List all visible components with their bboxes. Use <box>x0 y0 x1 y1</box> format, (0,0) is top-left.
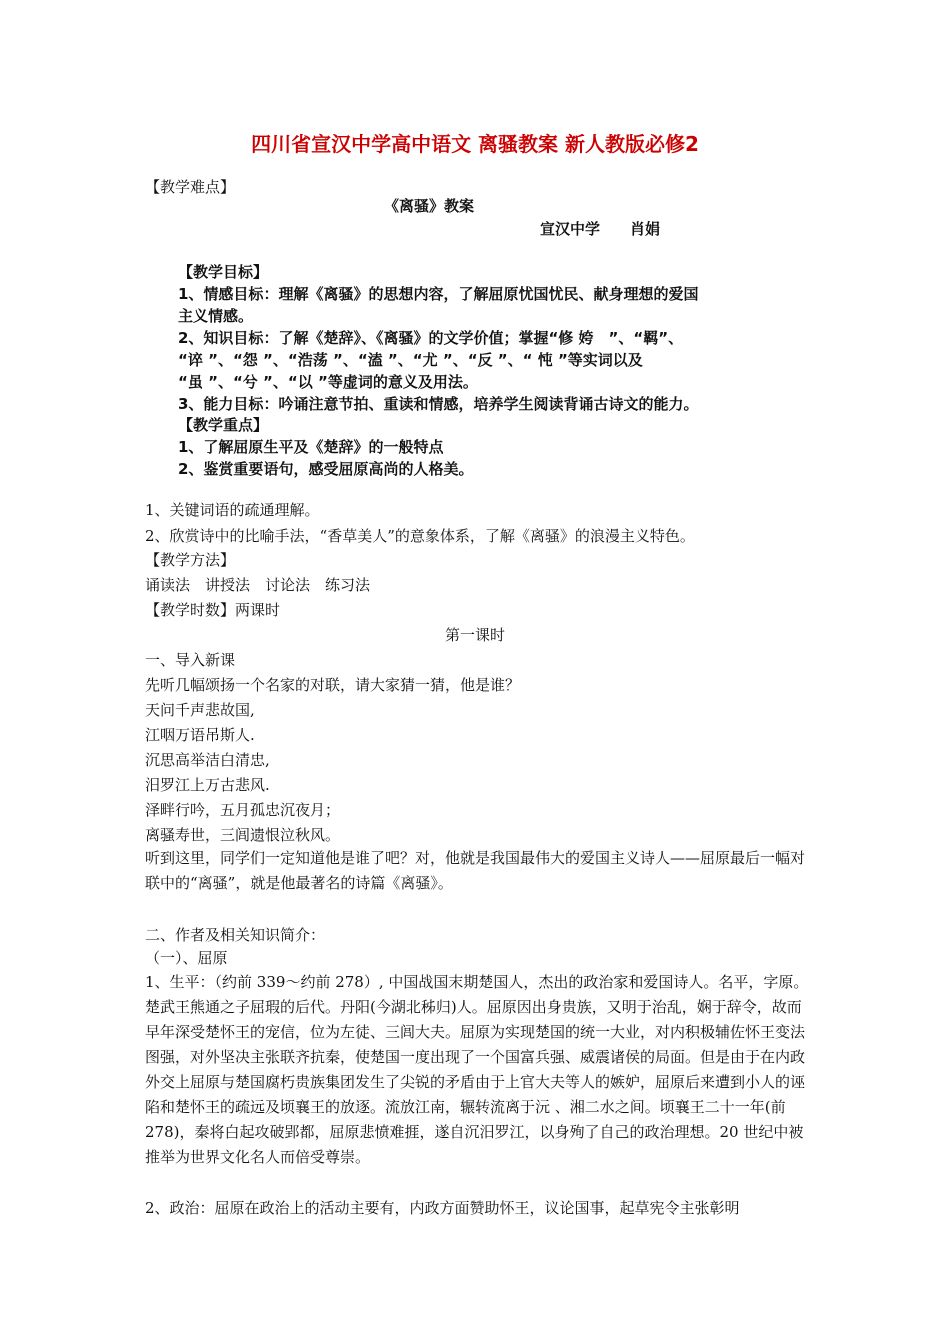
difficulty-2: 2、欣赏诗中的比喻手法，“香草美人”的意象体系，了解《离骚》的浪漫主义特色。 <box>145 527 695 545</box>
intro-text: 先听几幅颂扬一个名家的对联，请大家猜一猜，他是谁？ <box>145 676 521 694</box>
difficulty-heading: 【教学难点】 <box>145 178 236 196</box>
document-title: 四川省宣汉中学高中语文 离骚教案 新人教版必修2 <box>251 132 699 156</box>
couplet-line: 泽畔行吟，五月孤忠沉夜月； <box>145 801 341 819</box>
author-heading: 二、作者及相关知识简介： <box>145 926 326 944</box>
embedded-focus-heading: 【教学重点】 <box>178 416 269 434</box>
embedded-goal-2c: “虽 ”、“兮 ”、“以 ”等虚词的意义及用法。 <box>178 373 478 391</box>
embedded-focus-2: 2、鉴赏重要语句，感受屈原高尚的人格美。 <box>178 460 474 478</box>
couplet-line: 离骚寿世，三闾遗恨泣秋风。 <box>145 826 341 844</box>
difficulty-1: 1、关键词语的疏通理解。 <box>145 501 320 519</box>
politics-paragraph: 2、政治：屈原在政治上的活动主要有，内政方面赞助怀王，议论国事，起草宪令主张彰明 <box>145 1199 740 1217</box>
embedded-goal-1a: 1、情感目标：理解《离骚》的思想内容，了解屈原忧国忧民、献身理想的爱国 <box>178 285 699 303</box>
embedded-goals-heading: 【教学目标】 <box>178 263 269 281</box>
embedded-school-author: 宣汉中学 肖娟 <box>540 220 661 238</box>
couplet-line: 汨罗江上万古悲风. <box>145 776 270 794</box>
lesson-one-heading: 第一课时 <box>444 626 505 644</box>
method-heading: 【教学方法】 <box>145 551 236 569</box>
reveal-paragraph: 听到这里，同学们一定知道他是谁了吧？对，他就是我国最伟大的爱国主义诗人——屈原最后一幅对联中的“离骚”，就是他最著名的诗篇《离骚》。 <box>145 849 806 892</box>
couplet-line: 江咽万语吊斯人. <box>145 726 255 744</box>
couplet-line: 天问千声悲故国, <box>145 701 255 719</box>
embedded-goal-2b: “谇 ”、“怨 ”、“浩荡 ”、“溘 ”、“尤 ”、“反 ”、“ 忳 ”等实词以及 <box>178 351 643 369</box>
embedded-focus-1: 1、了解屈原生平及《楚辞》的一般特点 <box>178 438 444 456</box>
embedded-goal-1b: 主义情感。 <box>178 307 254 325</box>
lesson-hours: 【教学时数】两课时 <box>145 601 281 619</box>
intro-heading: 一、导入新课 <box>145 651 236 669</box>
life-paragraph: 1、生平：（约前 339～约前 278）, 中国战国末期楚国人，杰出的政治家和爱国诗人。名平，字原。楚武王熊通之子屈瑕的后代。丹阳(今湖北秭归)人。屈原因出身贵族，又明于治乱，娴于辞令，故而早年深受楚怀王的宠信，位为左徒、三闾大夫。屈原为实现楚国的统一大业，对内积极辅佐怀王变法图强，对外坚决主张联齐抗秦，使楚国一度出现了一个国富兵强、威震诸侯的局面。但是由于在内政外交上屈原与楚国腐朽贵族集团发生了尖锐的矛盾由于上官大夫等人的嫉妒，屈原后来遭到小人的诬陷和楚怀王的疏远及顷襄王的放逐。流放江南，辗转流离于沅 、湘二水之间。顷襄王二十一年(前 278)，秦将白起攻破郢都，屈原悲愤难捱，遂自沉汨罗江，以身殉了自己的政治理想。20 世纪中被推举为世界文化名人而倍受尊崇。 <box>145 973 809 1166</box>
embedded-doc-title: 《离骚》教案 <box>384 197 475 215</box>
methods-list: 诵读法 讲授法 讨论法 练习法 <box>145 576 371 594</box>
couplet-line: 沉思高举洁白清忠, <box>145 751 270 769</box>
embedded-goal-2a: 2、知识目标：了解《楚辞》、《离骚》的文学价值；掌握“修 姱 ”、“羁”、 <box>178 329 684 347</box>
embedded-goal-3: 3、能力目标：吟诵注意节拍、重读和情感，培养学生阅读背诵古诗文的能力。 <box>178 395 699 413</box>
qu-yuan-heading: （一）、屈原 <box>145 949 228 967</box>
